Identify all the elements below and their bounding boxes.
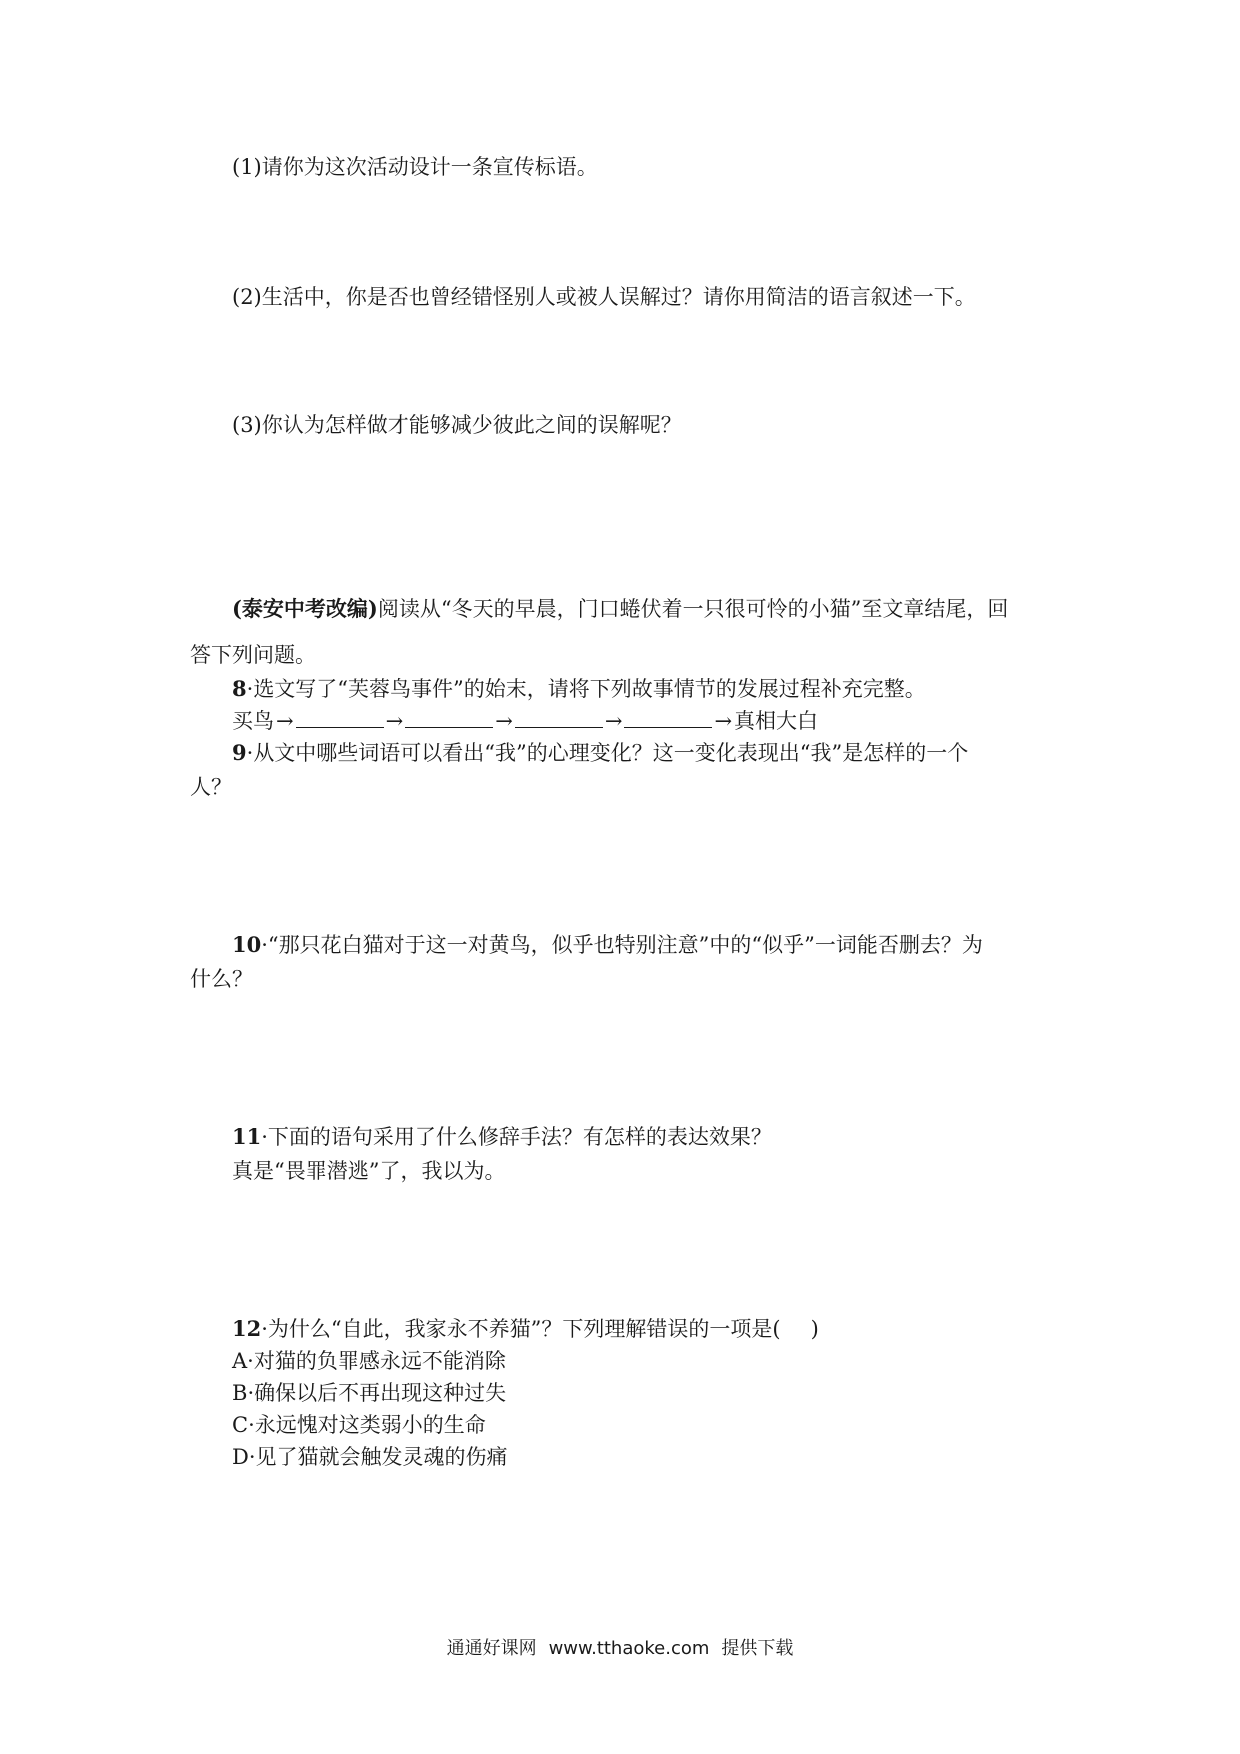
flow-arrow: → (714, 709, 733, 733)
option-text: 对猫的负罪感永远不能消除 (253, 1349, 506, 1373)
reading-intro-line2: 答下列问题。 (190, 643, 316, 667)
close-paren: ) (810, 1317, 819, 1341)
question-text: 下面的语句采用了什么修辞手法？有怎样的表达效果？ (267, 1125, 772, 1149)
question-number: 8 (232, 676, 247, 701)
option-letter: A (232, 1349, 248, 1373)
reading-intro-line1 (232, 594, 1008, 624)
flow-end: 真相大白 (734, 709, 819, 733)
answer-blank[interactable] (296, 707, 384, 728)
question-text: 从文中哪些词语可以看出“我”的心理变化？这一变化表现出“我”是怎样的一个 (253, 741, 969, 765)
flow-arrow: → (495, 709, 513, 733)
question-number: 9 (232, 740, 247, 765)
option-sep: · (248, 1445, 256, 1469)
option-letter: D (232, 1445, 249, 1469)
answer-blank[interactable] (515, 707, 603, 728)
question-text: 选文写了“芙蓉鸟事件”的始末，请将下列故事情节的发展过程补充完整。 (253, 677, 926, 701)
flow-arrow: → (604, 709, 623, 733)
footer-note: 提供下载 (721, 1638, 794, 1659)
question-sep: · (261, 1125, 268, 1149)
reading-intro-text: 阅读从“冬天的早晨，门口蜷伏着一只很可怜的小猫”至文章结尾，回 (377, 597, 1009, 621)
option-text: 确保以后不再出现这种过失 (254, 1381, 507, 1405)
plot-flow (232, 706, 818, 736)
question-number: 12 (232, 1316, 262, 1341)
question-sep: · (261, 1317, 268, 1341)
option-b[interactable] (232, 1378, 506, 1408)
question-10-line2: 什么？ (190, 967, 253, 991)
question-number: 11 (232, 1124, 262, 1149)
question-sep: · (246, 741, 254, 765)
flow-arrow: → (385, 709, 404, 733)
footer-site-name: 通通好课网 (446, 1638, 537, 1659)
option-a[interactable] (232, 1346, 506, 1376)
question-number: 10 (232, 932, 262, 957)
question-part-1: (1)请你为这次活动设计一条宣传标语。 (232, 155, 598, 179)
flow-arrow: → (276, 709, 294, 733)
question-9-line2: 人？ (190, 775, 232, 799)
question-sep: · (261, 933, 268, 957)
answer-blank[interactable] (405, 707, 493, 728)
page-footer (0, 1634, 1240, 1660)
option-sep: · (247, 1349, 254, 1373)
question-9-line1 (232, 738, 968, 768)
footer-url[interactable]: www.tthaoke.com (548, 1638, 710, 1659)
question-sep: · (246, 677, 254, 701)
question-12 (232, 1314, 819, 1344)
question-11 (232, 1122, 772, 1152)
question-8 (232, 674, 926, 704)
option-c[interactable] (232, 1410, 486, 1440)
answer-blank[interactable] (624, 707, 712, 728)
option-sep: · (248, 1413, 255, 1437)
option-text: 见了猫就会触发灵魂的伤痛 (255, 1445, 508, 1469)
option-d[interactable] (232, 1442, 508, 1472)
question-text: 为什么“自此，我家永不养猫”？下列理解错误的一项是( (267, 1317, 781, 1341)
question-part-2: (2)生活中，你是否也曾经错怪别人或被人误解过？请你用简洁的语言叙述一下。 (232, 285, 976, 309)
option-letter: C (232, 1413, 249, 1437)
reading-source: (泰安中考改编) (232, 596, 378, 621)
question-text: “那只花白猫对于这一对黄鸟，似乎也特别注意”中的“似乎”一词能否删去？为 (267, 933, 983, 957)
question-10-line1 (232, 930, 983, 960)
option-sep: · (247, 1381, 255, 1405)
option-letter: B (232, 1381, 248, 1405)
option-text: 永远愧对这类弱小的生命 (254, 1413, 486, 1437)
question-part-3: (3)你认为怎样做才能够减少彼此之间的误解呢？ (232, 413, 682, 437)
quoted-sentence: 真是“畏罪潜逃”了，我以为。 (232, 1159, 506, 1183)
flow-start: 买鸟 (232, 709, 274, 733)
